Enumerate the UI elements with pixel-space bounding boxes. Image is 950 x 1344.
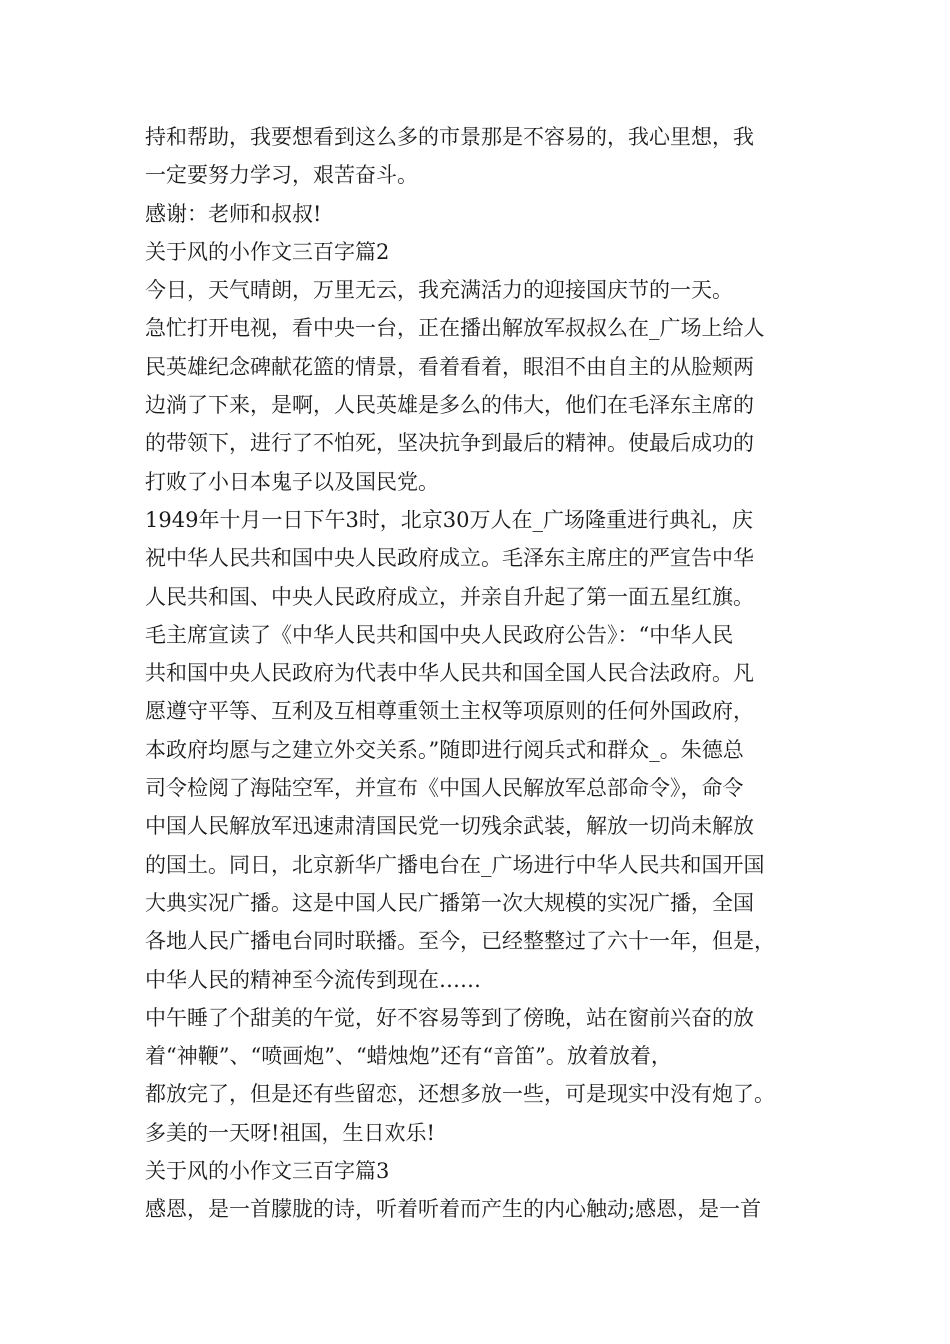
text-line: 大典实况广播。这是中国人民广播第一次大规模的实况广播，全国 bbox=[145, 890, 754, 915]
text-line: 急忙打开电视，看中央一台，正在播出解放军叔叔么在_广场上给人 bbox=[145, 316, 765, 341]
section-heading: 关于风的小作文三百字篇3 bbox=[145, 1159, 390, 1184]
text-line: 民英雄纪念碑献花篮的情景，看着看着，眼泪不由自主的从脸颊两 bbox=[145, 354, 754, 379]
text-line: 人民共和国、中央人民政府成立，并亲自升起了第一面五星红旗。 bbox=[145, 584, 754, 609]
text-line: 感谢：老师和叔叔! bbox=[145, 201, 322, 226]
text-line: 边淌了下来，是啊，人民英雄是多么的伟大，他们在毛泽东主席的 bbox=[145, 393, 754, 418]
text-line: 毛主席宣读了《中华人民共和国中央人民政府公告》：“中华人民 bbox=[145, 622, 734, 647]
text-line: 感恩，是一首朦胧的诗，听着听着而产生的内心触动;感恩，是一首 bbox=[145, 1197, 762, 1222]
text-line: 的国土。同日，北京新华广播电台在_广场进行中华人民共和国开国 bbox=[145, 852, 765, 877]
text-line: 着“神鞭”、“喷画炮”、“蜡烛炮”还有“音笛”。放着放着， bbox=[145, 1044, 672, 1069]
text-line: 都放完了，但是还有些留恋，还想多放一些，可是现实中没有炮了。 bbox=[145, 1082, 775, 1107]
text-line: 一定要努力学习，艰苦奋斗。 bbox=[145, 163, 418, 188]
text-line: 中国人民解放军迅速肃清国民党一切残余武装，解放一切尚未解放 bbox=[145, 814, 754, 839]
text-line: 持和帮助，我要想看到这么多的市景那是不容易的，我心里想，我 bbox=[145, 125, 754, 149]
text-line: 多美的一天呀!祖国，生日欢乐! bbox=[145, 1120, 435, 1145]
text-line: 中华人民的精神至今流传到现在…… bbox=[145, 967, 481, 992]
text-line: 祝中华人民共和国中央人民政府成立。毛泽东主席庄的严宣告中华 bbox=[145, 546, 754, 571]
document-body bbox=[145, 118, 825, 1229]
text-line: 中午睡了个甜美的午觉，好不容易等到了傍晚，站在窗前兴奋的放 bbox=[145, 1005, 754, 1030]
section-heading: 关于风的小作文三百字篇2 bbox=[145, 239, 390, 264]
text-line: 的带领下，进行了不怕死，坚决抗争到最后的精神。使最后成功的 bbox=[145, 431, 754, 456]
text-line: 今日，天气晴朗，万里无云，我充满活力的迎接国庆节的一天。 bbox=[145, 278, 733, 303]
text-line: 本政府均愿与之建立外交关系。”随即进行阅兵式和群众_。朱德总 bbox=[145, 737, 744, 762]
text-line: 各地人民广播电台同时联播。至今，已经整整过了六十一年，但是， bbox=[145, 929, 775, 954]
text-line: 打败了小日本鬼子以及国民党。 bbox=[145, 469, 439, 494]
text-line: 1949年十月一日下午3时，北京30万人在_广场隆重进行典礼，庆 bbox=[145, 507, 754, 532]
text-line: 愿遵守平等、互利及互相尊重领土主权等项原则的任何外国政府， bbox=[145, 699, 754, 724]
text-line: 司令检阅了海陆空军，并宣布《中国人民解放军总部命令》，命令 bbox=[145, 776, 744, 801]
text-line: 共和国中央人民政府为代表中华人民共和国全国人民合法政府。凡 bbox=[145, 661, 754, 686]
